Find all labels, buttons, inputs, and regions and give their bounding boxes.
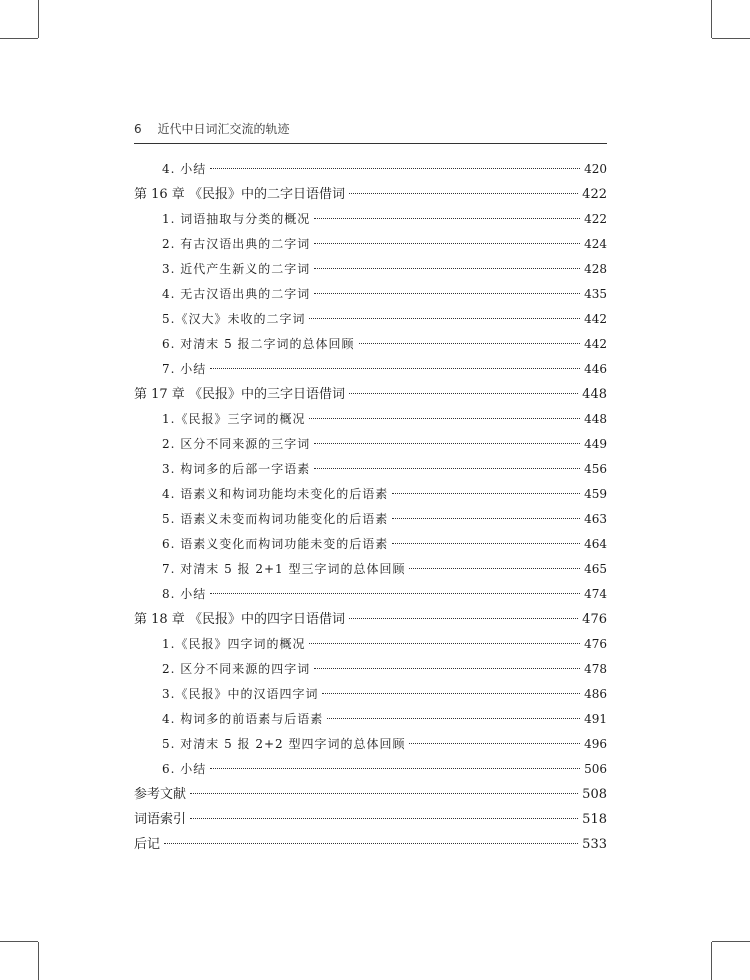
toc-entry-page: 533 bbox=[582, 837, 607, 852]
toc-entry-label: 5. 语素义未变而构词功能变化的后语素 bbox=[162, 512, 389, 526]
dot-leader bbox=[210, 368, 580, 369]
dot-leader bbox=[327, 718, 580, 719]
dot-leader bbox=[359, 343, 581, 344]
dot-leader bbox=[190, 818, 578, 819]
toc-top-entry[interactable] bbox=[134, 807, 607, 832]
toc-entry-page: 448 bbox=[582, 387, 607, 402]
toc-entry-label: 4. 小结 bbox=[162, 162, 207, 176]
dot-leader bbox=[349, 193, 578, 194]
toc-entry-page: 442 bbox=[584, 312, 607, 326]
toc-entry-page: 420 bbox=[584, 162, 607, 176]
toc-entry-label: 第 16 章 《民报》中的二字日语借词 bbox=[134, 187, 345, 202]
toc-section-entry[interactable] bbox=[134, 407, 607, 432]
dot-leader bbox=[314, 293, 580, 294]
crop-mark bbox=[712, 941, 750, 942]
toc-section-entry[interactable] bbox=[134, 732, 607, 757]
toc-chapter-entry[interactable] bbox=[134, 382, 607, 407]
toc-entry-page: 496 bbox=[584, 737, 607, 751]
crop-mark bbox=[711, 942, 712, 980]
toc-entry-label: 5.《汉大》未收的二字词 bbox=[162, 312, 306, 326]
toc-section-entry[interactable] bbox=[134, 707, 607, 732]
dot-leader bbox=[164, 843, 578, 844]
toc-entry-label: 后记 bbox=[134, 837, 161, 852]
toc-entry-page: 478 bbox=[584, 662, 607, 676]
dot-leader bbox=[392, 543, 580, 544]
toc-section-entry[interactable] bbox=[134, 157, 607, 182]
crop-mark bbox=[0, 38, 38, 39]
toc-section-entry[interactable] bbox=[134, 557, 607, 582]
toc-entry-label: 3. 构词多的后部一字语素 bbox=[162, 462, 311, 476]
toc-section-entry[interactable] bbox=[134, 332, 607, 357]
dot-leader bbox=[210, 168, 580, 169]
toc-entry-label: 4. 语素义和构词功能均未变化的后语素 bbox=[162, 487, 389, 501]
toc-section-entry[interactable] bbox=[134, 207, 607, 232]
dot-leader bbox=[392, 518, 580, 519]
toc-entry-page: 463 bbox=[584, 512, 607, 526]
toc-section-entry[interactable] bbox=[134, 582, 607, 607]
dot-leader bbox=[409, 743, 580, 744]
toc-section-entry[interactable] bbox=[134, 307, 607, 332]
header-page-number: 6 bbox=[134, 122, 142, 136]
toc-section-entry[interactable] bbox=[134, 632, 607, 657]
dot-leader bbox=[210, 593, 580, 594]
toc-entry-label: 1.《民报》四字词的概况 bbox=[162, 637, 306, 651]
toc-entry-label: 2. 区分不同来源的四字词 bbox=[162, 662, 311, 676]
toc-entry-label: 3. 近代产生新义的二字词 bbox=[162, 262, 311, 276]
toc-top-entry[interactable] bbox=[134, 782, 607, 807]
toc-entry-label: 7. 对清末 5 报 2+1 型三字词的总体回顾 bbox=[162, 562, 406, 576]
toc-section-entry[interactable] bbox=[134, 432, 607, 457]
toc-entry-page: 448 bbox=[584, 412, 607, 426]
toc-section-entry[interactable] bbox=[134, 507, 607, 532]
toc-entry-label: 4. 构词多的前语素与后语素 bbox=[162, 712, 324, 726]
toc-entry-label: 第 18 章 《民报》中的四字日语借词 bbox=[134, 612, 345, 627]
toc-entry-page: 424 bbox=[584, 237, 607, 251]
dot-leader bbox=[314, 443, 580, 444]
toc-section-entry[interactable] bbox=[134, 682, 607, 707]
header-book-title: 近代中日词汇交流的轨迹 bbox=[157, 122, 290, 136]
dot-leader bbox=[349, 393, 578, 394]
toc-section-entry[interactable] bbox=[134, 357, 607, 382]
toc-entry-page: 486 bbox=[584, 687, 607, 701]
toc-entry-page: 449 bbox=[584, 437, 607, 451]
toc-entry-label: 6. 小结 bbox=[162, 762, 207, 776]
dot-leader bbox=[190, 793, 578, 794]
toc-entry-page: 442 bbox=[584, 337, 607, 351]
toc-entry-page: 518 bbox=[582, 812, 607, 827]
toc-entry-label: 词语索引 bbox=[134, 812, 187, 827]
toc-chapter-entry[interactable] bbox=[134, 182, 607, 207]
toc-entry-label: 1.《民报》三字词的概况 bbox=[162, 412, 306, 426]
toc-section-entry[interactable] bbox=[134, 657, 607, 682]
toc-entry-label: 8. 小结 bbox=[162, 587, 207, 601]
dot-leader bbox=[392, 493, 580, 494]
dot-leader bbox=[314, 243, 580, 244]
dot-leader bbox=[309, 418, 580, 419]
toc-entry-page: 476 bbox=[582, 612, 607, 627]
running-header bbox=[134, 120, 607, 144]
toc-entry-label: 7. 小结 bbox=[162, 362, 207, 376]
toc-entry-page: 474 bbox=[584, 587, 607, 601]
toc-entry-page: 464 bbox=[584, 537, 607, 551]
toc-entry-page: 422 bbox=[582, 187, 607, 202]
toc-entry-page: 506 bbox=[584, 762, 607, 776]
toc-entry-label: 6. 对清末 5 报二字词的总体回顾 bbox=[162, 337, 355, 351]
toc-entry-page: 508 bbox=[582, 787, 607, 802]
dot-leader bbox=[409, 568, 580, 569]
toc-entry-page: 459 bbox=[584, 487, 607, 501]
crop-mark bbox=[712, 38, 750, 39]
crop-mark bbox=[38, 0, 39, 38]
dot-leader bbox=[210, 768, 580, 769]
toc-section-entry[interactable] bbox=[134, 257, 607, 282]
toc-entry-label: 2. 有古汉语出典的二字词 bbox=[162, 237, 311, 251]
dot-leader bbox=[309, 318, 580, 319]
toc-entry-label: 第 17 章 《民报》中的三字日语借词 bbox=[134, 387, 345, 402]
toc-chapter-entry[interactable] bbox=[134, 607, 607, 632]
toc-entry-label: 参考文献 bbox=[134, 787, 187, 802]
toc-entry-label: 6. 语素义变化而构词功能未变的后语素 bbox=[162, 537, 389, 551]
toc-entry-page: 476 bbox=[584, 637, 607, 651]
dot-leader bbox=[314, 468, 580, 469]
dot-leader bbox=[314, 268, 580, 269]
toc-entry-page: 428 bbox=[584, 262, 607, 276]
crop-mark bbox=[38, 942, 39, 980]
toc-entry-page: 456 bbox=[584, 462, 607, 476]
toc-section-entry[interactable] bbox=[134, 482, 607, 507]
toc-top-entry[interactable] bbox=[134, 832, 607, 857]
table-of-contents bbox=[134, 157, 607, 857]
dot-leader bbox=[309, 643, 580, 644]
toc-entry-label: 4. 无古汉语出典的二字词 bbox=[162, 287, 311, 301]
toc-entry-page: 435 bbox=[584, 287, 607, 301]
toc-section-entry[interactable] bbox=[134, 457, 607, 482]
crop-mark bbox=[0, 941, 38, 942]
toc-entry-page: 446 bbox=[584, 362, 607, 376]
toc-entry-label: 1. 词语抽取与分类的概况 bbox=[162, 212, 311, 226]
toc-entry-label: 5. 对清末 5 报 2+2 型四字词的总体回顾 bbox=[162, 737, 406, 751]
toc-entry-page: 422 bbox=[584, 212, 607, 226]
dot-leader bbox=[322, 693, 580, 694]
toc-entry-label: 2. 区分不同来源的三字词 bbox=[162, 437, 311, 451]
toc-section-entry[interactable] bbox=[134, 757, 607, 782]
toc-section-entry[interactable] bbox=[134, 532, 607, 557]
toc-entry-page: 465 bbox=[584, 562, 607, 576]
toc-entry-page: 491 bbox=[584, 712, 607, 726]
crop-mark bbox=[711, 0, 712, 38]
toc-section-entry[interactable] bbox=[134, 232, 607, 257]
dot-leader bbox=[349, 618, 578, 619]
dot-leader bbox=[314, 218, 580, 219]
toc-entry-label: 3.《民报》中的汉语四字词 bbox=[162, 687, 319, 701]
dot-leader bbox=[314, 668, 580, 669]
toc-section-entry[interactable] bbox=[134, 282, 607, 307]
